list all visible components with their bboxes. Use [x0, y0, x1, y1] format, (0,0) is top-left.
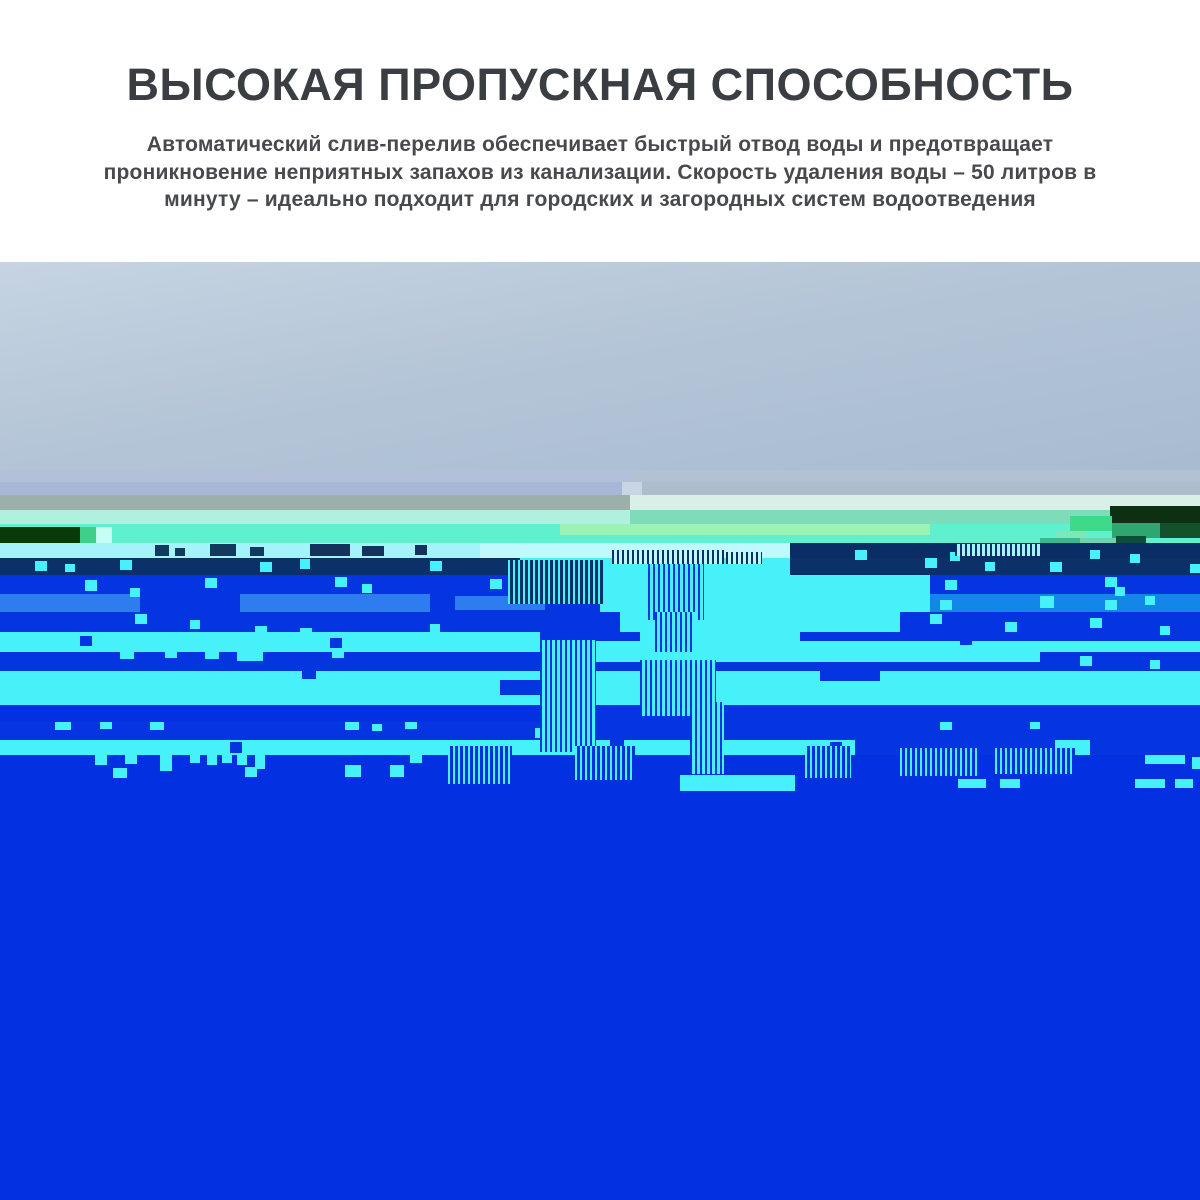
glitch-rect — [825, 575, 835, 584]
glitch-rect — [362, 584, 372, 593]
glitch-rect — [210, 544, 236, 556]
glitch-comb — [655, 612, 695, 652]
glitch-comb — [726, 552, 762, 564]
glitch-rect — [820, 671, 880, 681]
glitch-rect — [330, 638, 342, 648]
glitch-rect — [230, 742, 242, 753]
glitch-rect — [1145, 596, 1155, 605]
glitch-rect — [540, 632, 1200, 641]
glitch-rect — [345, 722, 359, 730]
page-title: ВЫСОКАЯ ПРОПУСКНАЯ СПОСОБНОСТЬ — [126, 59, 1074, 110]
glitch-rect — [405, 722, 417, 729]
glitch-rect — [1080, 656, 1092, 666]
glitch-rect — [945, 580, 957, 590]
glitch-rect — [960, 636, 972, 645]
glitch-rect — [190, 620, 200, 629]
wall-gradient — [0, 262, 1200, 482]
glitch-rect — [1130, 554, 1140, 563]
glitch-rect — [302, 671, 316, 679]
glitch-rect — [930, 614, 942, 624]
glitch-rect — [1105, 600, 1117, 610]
glitch-comb — [995, 748, 1075, 774]
glitch-rect — [1175, 779, 1193, 788]
glitch-rect — [1160, 626, 1170, 635]
glitch-rect — [125, 755, 137, 764]
glitch-rect — [300, 559, 310, 569]
glitch-rect — [855, 550, 867, 560]
glitch-rect — [65, 564, 75, 572]
glitch-comb — [448, 746, 512, 784]
glitch-rect — [240, 594, 430, 612]
glitch-rect — [0, 722, 1200, 740]
glitch-rect — [205, 652, 219, 659]
glitch-rect — [940, 722, 952, 730]
glitch-rect — [985, 562, 995, 571]
glitch-rect — [795, 598, 807, 608]
glitch-rect — [250, 547, 264, 556]
glitch-rect — [605, 598, 617, 608]
glitch-rect — [362, 546, 384, 556]
glitch-rect — [0, 671, 1200, 705]
glitch-rect — [175, 548, 185, 556]
glitch-rect — [630, 482, 1200, 495]
glitch-rect — [0, 495, 630, 510]
glitch-comb — [955, 544, 1040, 556]
glitch-rect — [190, 755, 200, 763]
glitch-rect — [0, 510, 630, 524]
glitch-rect — [680, 775, 795, 791]
glitch-rect — [150, 722, 164, 730]
glitch-rect — [135, 614, 147, 624]
glitch-rect — [130, 588, 140, 597]
glitch-rect — [1105, 577, 1117, 587]
glitch-rect — [1160, 523, 1200, 538]
glitch-rect — [500, 680, 540, 695]
glitch-rect — [155, 545, 169, 556]
glitch-comb — [690, 702, 724, 774]
glitch-rect — [260, 562, 272, 572]
glitch-rect — [795, 580, 807, 590]
glitch-rect — [345, 765, 361, 777]
glitch-rect — [120, 652, 134, 659]
glitch-rect — [222, 755, 232, 763]
glitch-comb — [575, 746, 635, 780]
glitch-comb — [900, 748, 978, 776]
glitch-rect — [1040, 596, 1054, 608]
glitch-rect — [390, 765, 404, 777]
glitch-comb — [612, 550, 724, 564]
glitch-rect — [958, 779, 986, 788]
glitch-rect — [165, 652, 177, 658]
glitch-rect — [1192, 757, 1200, 769]
glitch-rect — [80, 636, 92, 646]
glitch-rect — [1090, 550, 1100, 559]
glitch-rect — [300, 628, 312, 638]
glitch-rect — [630, 470, 1200, 482]
glitch-rect — [1110, 506, 1200, 524]
glitch-rect — [255, 626, 267, 636]
glitch-rect — [205, 578, 217, 588]
glitch-rect — [310, 544, 350, 556]
glitch-rect — [120, 560, 132, 570]
glitch-rect — [113, 768, 127, 778]
glitch-rect — [540, 652, 1040, 662]
glitch-rect — [490, 579, 502, 589]
glitch-rect — [1005, 622, 1017, 632]
glitch-comb — [540, 640, 596, 752]
glitch-rect — [1000, 779, 1020, 788]
glitch-rect — [0, 594, 140, 612]
glitch-rect — [410, 755, 422, 763]
glitch-rect — [35, 561, 47, 571]
glitch-rect — [0, 470, 630, 482]
glitch-rect — [1090, 740, 1200, 755]
glitch-rect — [85, 580, 97, 591]
glitch-rect — [207, 755, 217, 765]
glitch-rect — [95, 755, 107, 765]
glitch-rect — [1050, 562, 1062, 572]
glitch-rect — [160, 762, 172, 771]
glitch-rect — [237, 755, 247, 765]
glitch-rect — [1070, 516, 1112, 531]
subtitle-text: Автоматический слив-перелив обеспечивает быстрый отвод воды и предотвращает проникновение неприятных запахов из канализации. Скорость удаления воды – 50 литров в минуту – идеально подходит для городских и загородных систем водоотведения — [103, 133, 1097, 212]
glitch-rect — [430, 561, 442, 571]
glitch-rect — [96, 527, 112, 543]
glitch-rect — [1190, 564, 1200, 573]
glitch-rect — [80, 527, 96, 543]
glitch-comb — [805, 746, 851, 778]
glitch-rect — [925, 558, 937, 568]
glitch-rect — [0, 755, 1200, 1200]
glitch-rect — [0, 527, 80, 543]
glitch-rect — [100, 722, 112, 729]
glitch-rect — [1135, 779, 1165, 788]
product-photo-glitched — [0, 262, 1200, 1200]
glitch-rect — [1125, 740, 1139, 751]
glitch-rect — [430, 624, 440, 633]
glitch-rect — [1150, 660, 1160, 669]
glitch-rect — [1145, 755, 1185, 764]
glitch-rect — [1115, 587, 1125, 596]
glitch-rect — [237, 652, 263, 661]
glitch-rect — [245, 767, 257, 777]
header — [0, 0, 1200, 262]
glitch-rect — [630, 510, 1110, 524]
glitch-rect — [332, 652, 344, 658]
glitch-comb — [508, 560, 604, 604]
glitch-rect — [622, 482, 642, 495]
glitch-rect — [415, 545, 427, 555]
glitch-rect — [1030, 722, 1040, 729]
glitch-rect — [940, 600, 952, 610]
glitch-rect — [335, 577, 347, 587]
glitch-rect — [0, 612, 1200, 632]
glitch-rect — [372, 724, 382, 731]
glitch-rect — [1090, 618, 1102, 628]
glitch-rect — [55, 722, 71, 730]
glitch-rect — [560, 524, 930, 535]
glitch-rect — [0, 482, 630, 495]
